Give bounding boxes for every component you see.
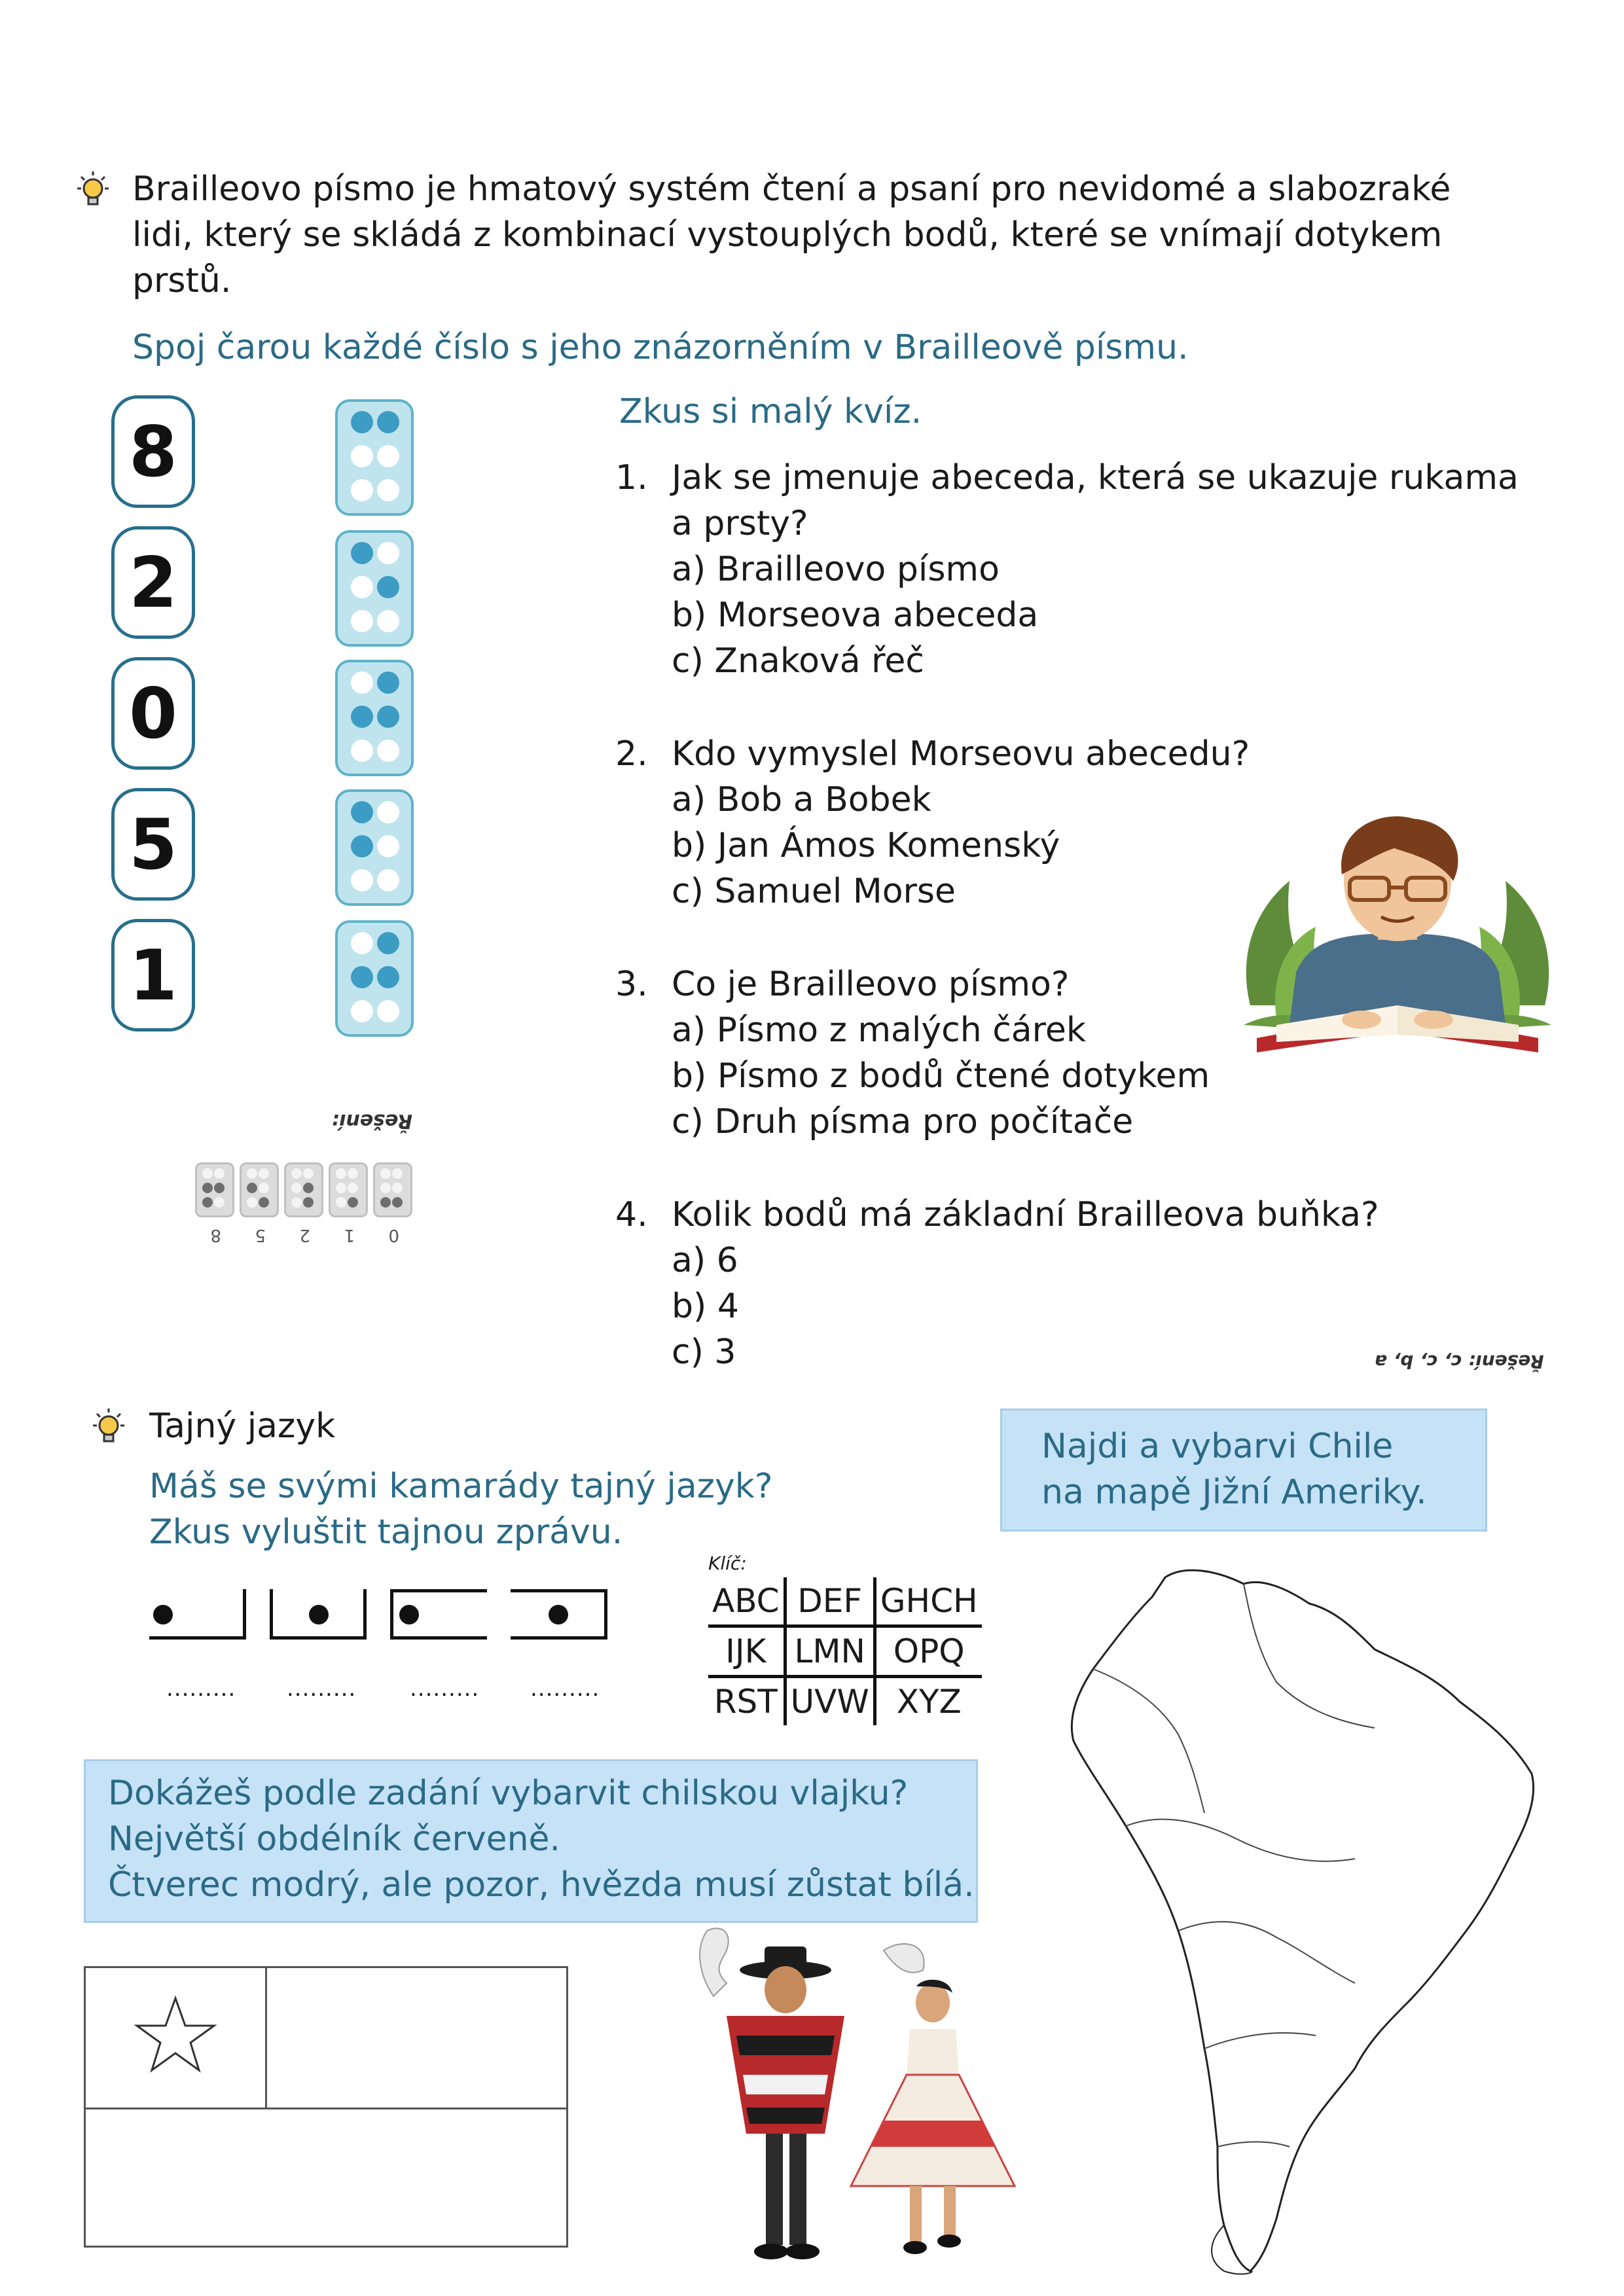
q1-text: Jak se jmenuje abeceda, která se ukazuje rukama [672,458,1519,497]
raised-dot [351,411,373,433]
key-cell: ABC [708,1577,785,1626]
solution-cell [240,1162,279,1217]
q3-text: Co je Brailleovo písmo? [672,965,1070,1004]
answer-blank[interactable]: ......... [287,1676,357,1702]
number-box-0: 0 [111,657,195,770]
cipher-key-table [708,1577,982,1725]
raised-dot [351,542,373,564]
raised-dot [351,835,373,857]
key-cell: DEF [785,1577,875,1626]
flag-divider [86,2108,566,2109]
flat-dot [377,835,399,857]
flat-dot [377,869,399,891]
flat-dot [377,610,399,632]
number-box-5: 5 [111,788,195,901]
braille-cell [335,920,414,1037]
q2-number: 2. [615,734,648,774]
flat-dot [377,740,399,762]
flat-dot [351,932,373,954]
q1-option-c: c) Znaková řeč [672,641,924,681]
key-cell: GHCH [875,1577,981,1626]
key-cell: XYZ [896,1683,962,1721]
flat-dot [351,740,373,762]
q3-option-a: a) Písmo z malých čárek [672,1011,1087,1050]
q1-option-a: a) Brailleovo písmo [672,550,1000,589]
south-america-map [1028,1551,1551,2284]
braille-cell [335,530,414,647]
solution-cell [284,1162,323,1217]
number-box-2: 2 [111,526,195,639]
matching-instruction: Spoj čarou každé číslo s jeho znázorněním v Brailleově písmu. [132,328,1189,367]
q2-option-a: a) Bob a Bobek [672,780,931,819]
boy-reading-illustration [1231,809,1564,1064]
flat-dot [351,576,373,598]
flag-task-box [84,1759,978,1923]
key-cell: LMN [785,1626,875,1677]
map-task-box [1000,1408,1487,1532]
flat-dot [377,1000,399,1022]
q2-text: Kdo vymyslel Morseovu abecedu? [672,734,1250,774]
flag-task-line-1: Dokážeš podle zadání vybarvit chilskou vlajku? [108,1774,909,1813]
braille-cell [335,399,414,516]
quiz-heading: Zkus si malý kvíz. [619,392,922,431]
solution-digit: 2 [299,1225,310,1245]
q4-option-b: b) 4 [672,1287,739,1326]
q1-option-b: b) Morseova abeceda [672,596,1039,635]
raised-dot [377,672,399,694]
q2-option-b: b) Jan Ámos Komenský [672,826,1060,865]
key-label: Klíč: [708,1552,747,1574]
q3-option-c: c) Druh písma pro počítače [672,1102,1134,1141]
raised-dot [377,932,399,954]
intro-line-1: Brailleovo písmo je hmatový systém čtení a psaní pro nevidomé a slabozraké [132,170,1451,209]
q3-option-b: b) Písmo z bodů čtené dotykem [672,1056,1210,1096]
secret-line-1: Máš se svými kamarády tajný jazyk? [149,1467,773,1506]
cipher-symbol [270,1589,368,1639]
flag-task-line-2: Největší obdélník červeně. [108,1820,561,1859]
solution-digit: 1 [344,1225,355,1245]
raised-dot [377,966,399,988]
key-cell: OPQ [875,1626,981,1677]
raised-dot [351,706,373,728]
braille-cell [335,789,414,906]
flat-dot [351,445,373,467]
raised-dot [377,576,399,598]
cipher-symbol [511,1589,609,1639]
flag-task-line-3: Čtverec modrý, ale pozor, hvězda musí zůstat bílá. [108,1865,975,1905]
flag-divider [265,1968,267,2108]
solution-digit: 8 [210,1225,221,1245]
raised-dot [351,966,373,988]
star-icon [133,1993,218,2078]
flat-dot [377,542,399,564]
cipher-symbol [149,1589,247,1639]
q1-number: 1. [615,458,648,497]
q4-option-c: c) 3 [672,1333,736,1372]
flat-dot [351,869,373,891]
flat-dot [377,445,399,467]
answer-blank[interactable]: ......... [410,1676,480,1702]
flat-dot [377,479,399,501]
number-box-8: 8 [111,395,195,508]
map-task-line-2: na mapě Jižní Ameriky. [1041,1473,1427,1512]
flat-dot [351,610,373,632]
chilean-dancers-illustration [687,1924,1054,2271]
raised-dot [351,801,373,823]
flat-dot [351,1000,373,1022]
raised-dot [377,411,399,433]
map-task-line-1: Najdi a vybarvi Chile [1041,1427,1394,1466]
number-box-1: 1 [111,919,195,1031]
matching-solution [190,1106,412,1245]
solution-digit: 5 [255,1225,266,1245]
q4-number: 4. [615,1195,648,1234]
answer-blank[interactable]: ......... [530,1676,600,1702]
solution-cell [329,1162,368,1217]
flat-dot [377,801,399,823]
secret-title: Tajný jazyk [149,1407,336,1446]
intro-text [132,166,1451,304]
cipher-symbol [390,1589,487,1639]
raised-dot [377,706,399,728]
key-cell: IJK [708,1626,785,1677]
q4-text: Kolik bodů má základní Brailleova buňka? [672,1195,1379,1234]
flat-dot [351,672,373,694]
key-cell: UVW [785,1677,875,1726]
flat-dot [351,479,373,501]
solution-digit: 0 [388,1225,399,1245]
q1-text-cont: a prsty? [672,504,808,543]
solution-cell [373,1162,412,1217]
answer-blank[interactable]: ......... [166,1676,236,1702]
q3-number: 3. [615,965,648,1004]
solution-label: Řešení: [331,1109,412,1132]
chile-flag-outline[interactable] [84,1966,568,2248]
solution-cell [195,1162,234,1217]
braille-cell [335,660,414,776]
intro-line-3: prstů. [132,261,232,300]
quiz-solution: Řešení: c, c, b, a [1375,1351,1544,1372]
lightbulb-icon [73,169,113,212]
lightbulb-icon [89,1406,128,1449]
secret-line-2: Zkus vyluštit tajnou zprávu. [149,1513,623,1552]
q2-option-c: c) Samuel Morse [672,872,956,911]
q4-option-a: a) 6 [672,1241,738,1280]
key-cell: RST [708,1677,785,1726]
intro-line-2: lidi, který se skládá z kombinací vystouplých bodů, které se vnímají dotykem [132,215,1443,255]
